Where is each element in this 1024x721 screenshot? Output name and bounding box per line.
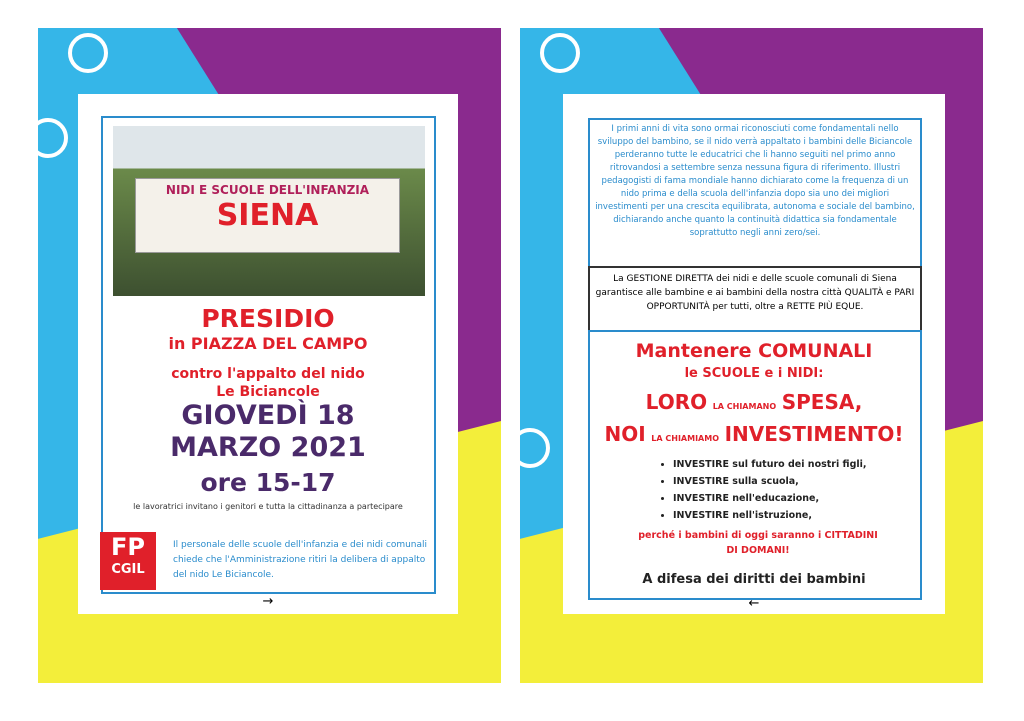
- investimento: INVESTIMENTO!: [724, 422, 904, 446]
- footer-text: A difesa dei diritti dei bambini: [642, 572, 866, 587]
- left-card: [78, 94, 458, 614]
- logo-fp: FP: [111, 533, 145, 561]
- headline: Mantenere COMUNALI: [635, 340, 873, 362]
- circle-decoration: [540, 33, 580, 73]
- circle-decoration: [68, 33, 108, 73]
- bullet-item: • INVESTIRE nell'istruzione,: [673, 507, 867, 524]
- arrow-right-icon: →: [262, 594, 274, 609]
- request-text: Il personale delle scuole dell'infanzia e dei nidi comunali chiede che l'Amministrazione ritiri la delibera di appalto del nido Le Biciancole.: [173, 540, 428, 580]
- bullet-item: • INVESTIRE sulla scuola,: [673, 473, 867, 490]
- right-flyer: [520, 28, 983, 683]
- right-card: [563, 94, 945, 614]
- gestione-text: La GESTIONE DIRETTA dei nidi e delle scuole comunali di Siena garantisce alle bambine e ai bambini della nostra città QUALITÀ e PARI OPPORTUNITÀ per tutti, oltre a RETTE PIÙ EQUE.: [588, 266, 922, 332]
- nido-name: Le Biciancole: [216, 384, 320, 400]
- protest-photo: [113, 126, 425, 296]
- noi: NOI: [604, 422, 646, 446]
- circle-decoration: [38, 118, 68, 158]
- date-month: MARZO 2021: [170, 432, 366, 463]
- subject: contro l'appalto del nido: [171, 366, 365, 382]
- noi-small: LA CHIAMIAMO: [651, 434, 719, 443]
- spesa: SPESA,: [781, 390, 863, 414]
- intro-text: I primi anni di vita sono ormai riconosciuti come fondamentali nello sviluppo del bambino, se il nido verrà appaltato i bambini delle Biciancole perderanno tutte le educatrici che li hanno seguiti nel primo anno ritrovandosi a settembre senza nessuna figura di riferimento. Illustri pedagogisti di fama mondiale hanno dichiarato come la frequenza di un nido prima e della scuola dell'infanzia dopo sia uno dei migliori investimenti per una crescita equilibrata, autonoma e sociale del bambino, dichiarando anche quanto la continuità didattica sia fondamentale soprattutto negli anni zero/sei.: [588, 118, 922, 268]
- circle-decoration: [520, 428, 550, 468]
- logo-cgil: CGIL: [111, 562, 145, 577]
- bullet-list: [673, 456, 867, 524]
- loro: LORO: [645, 390, 708, 414]
- bullet-item: • INVESTIRE nell'educazione,: [673, 490, 867, 507]
- loro-line: [563, 390, 945, 414]
- title: PRESIDIO: [201, 304, 335, 333]
- location: in PIAZZA DEL CAMPO: [168, 334, 368, 353]
- date: GIOVEDÌ 18: [181, 400, 355, 431]
- left-flyer: [38, 28, 501, 683]
- bullet-item: • INVESTIRE sul futuro dei nostri figli,: [673, 456, 867, 473]
- fp-cgil-logo: [100, 532, 156, 590]
- banner: [135, 178, 400, 253]
- invite: le lavoratrici invitano i genitori e tutta la cittadinanza a partecipare: [133, 502, 403, 511]
- banner-text: NIDI E SCUOLE DELL'INFANZIA: [165, 183, 370, 197]
- headline-sub: le SCUOLE e i NIDI:: [684, 366, 824, 381]
- loro-small: LA CHIAMANO: [712, 402, 777, 411]
- closing-text: perché i bambini di oggi saranno i CITTADINI DI DOMANI!: [638, 530, 878, 556]
- noi-line: [563, 422, 945, 446]
- time: ore 15-17: [200, 468, 336, 497]
- banner-siena: SIENA: [216, 198, 319, 233]
- arrow-left-icon: ←: [748, 596, 760, 611]
